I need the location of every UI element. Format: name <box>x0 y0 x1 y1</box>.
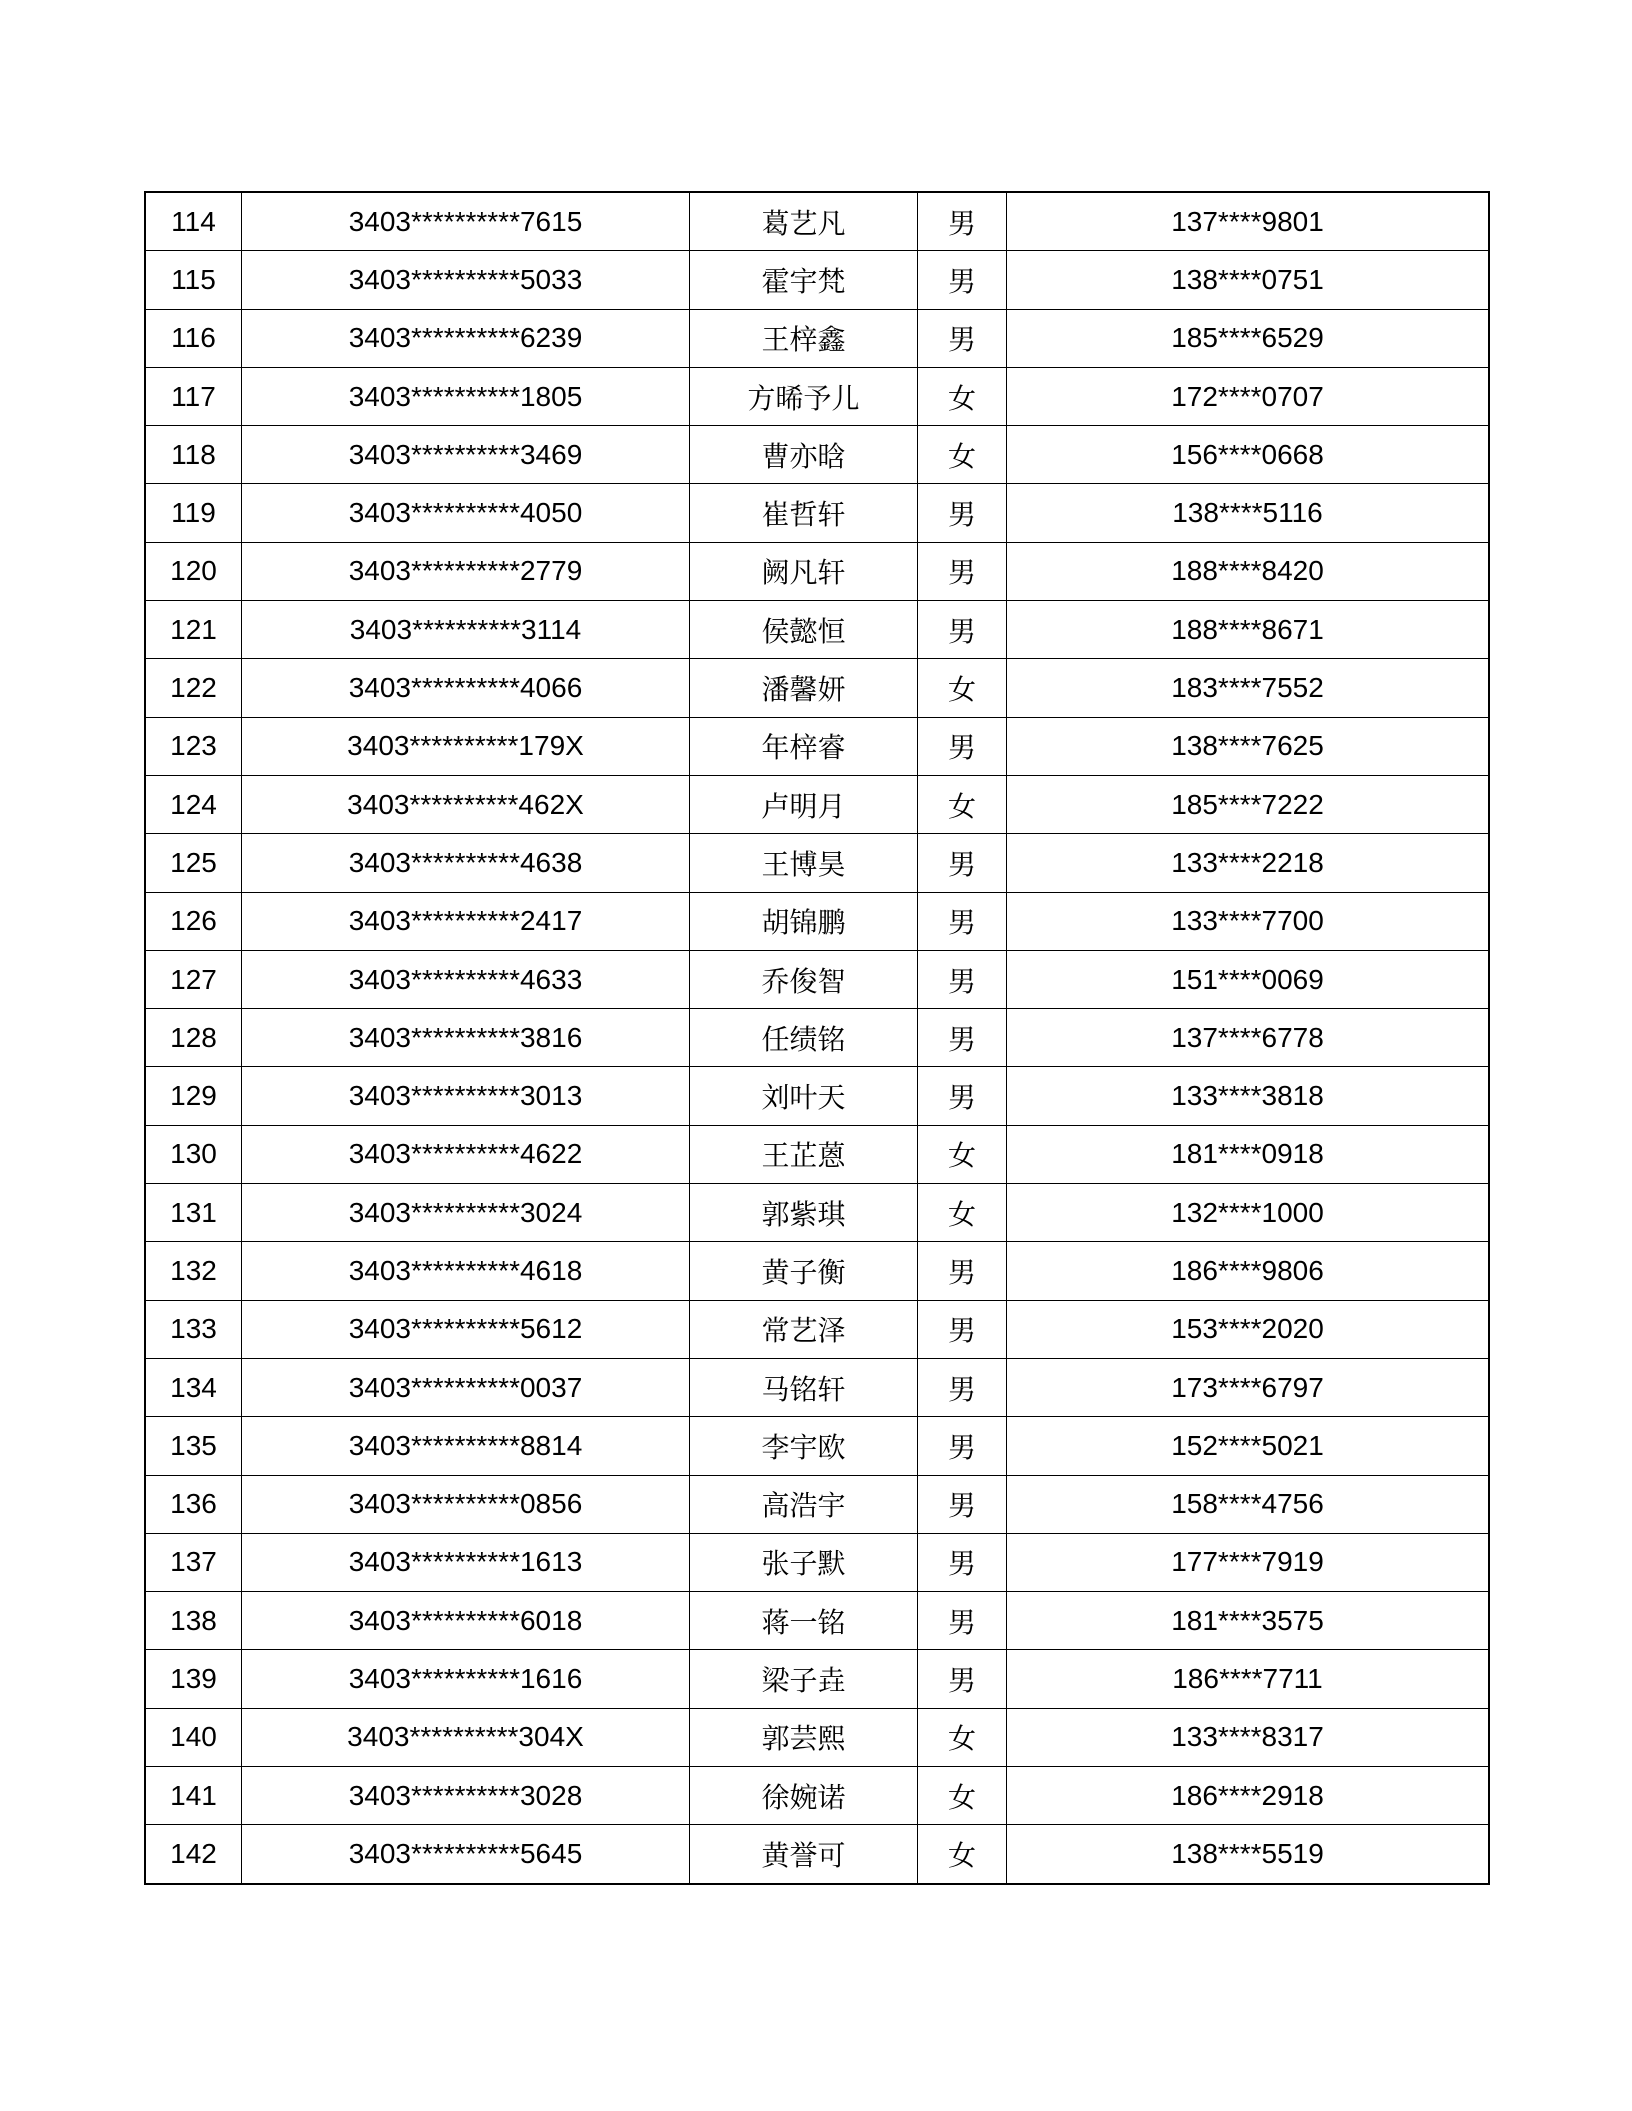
gender: 男 <box>918 601 1007 659</box>
id-number: 3403**********1613 <box>242 1533 690 1591</box>
gender: 男 <box>918 484 1007 542</box>
gender: 男 <box>918 892 1007 950</box>
person-name: 方晞予儿 <box>690 367 918 425</box>
row-number: 116 <box>145 309 242 367</box>
gender: 女 <box>918 1708 1007 1766</box>
phone-number: 133****3818 <box>1007 1067 1490 1125</box>
phone-number: 137****9801 <box>1007 192 1490 251</box>
id-number: 3403**********179X <box>242 717 690 775</box>
id-number: 3403**********4618 <box>242 1242 690 1300</box>
row-number: 136 <box>145 1475 242 1533</box>
row-number: 115 <box>145 251 242 309</box>
row-number: 132 <box>145 1242 242 1300</box>
gender: 男 <box>918 717 1007 775</box>
gender: 男 <box>918 1067 1007 1125</box>
table-row <box>145 1767 1489 1825</box>
phone-number: 158****4756 <box>1007 1475 1490 1533</box>
person-name: 李宇欧 <box>690 1417 918 1475</box>
table-row <box>145 601 1489 659</box>
gender: 男 <box>918 309 1007 367</box>
id-number: 3403**********1805 <box>242 367 690 425</box>
row-number: 124 <box>145 775 242 833</box>
id-number: 3403**********3469 <box>242 426 690 484</box>
table-row <box>145 1358 1489 1416</box>
person-name: 黄子衡 <box>690 1242 918 1300</box>
person-name: 蒋一铭 <box>690 1592 918 1650</box>
row-number: 138 <box>145 1592 242 1650</box>
gender: 男 <box>918 1417 1007 1475</box>
row-number: 117 <box>145 367 242 425</box>
person-name: 徐婉诺 <box>690 1767 918 1825</box>
id-number: 3403**********5033 <box>242 251 690 309</box>
table-row <box>145 484 1489 542</box>
phone-number: 181****0918 <box>1007 1125 1490 1183</box>
person-name: 王博昊 <box>690 834 918 892</box>
row-number: 139 <box>145 1650 242 1708</box>
table-row <box>145 717 1489 775</box>
table-row <box>145 1184 1489 1242</box>
table-row <box>145 1242 1489 1300</box>
person-name: 霍宇梵 <box>690 251 918 309</box>
phone-number: 185****6529 <box>1007 309 1490 367</box>
person-name: 梁子垚 <box>690 1650 918 1708</box>
gender: 男 <box>918 834 1007 892</box>
id-number: 3403**********8814 <box>242 1417 690 1475</box>
table-row <box>145 775 1489 833</box>
gender: 女 <box>918 1767 1007 1825</box>
table-row <box>145 542 1489 600</box>
id-number: 3403**********4633 <box>242 950 690 1008</box>
gender: 男 <box>918 251 1007 309</box>
id-number: 3403**********2779 <box>242 542 690 600</box>
person-name: 马铭轩 <box>690 1358 918 1416</box>
gender: 男 <box>918 1475 1007 1533</box>
gender: 女 <box>918 367 1007 425</box>
table-row <box>145 309 1489 367</box>
table-row <box>145 659 1489 717</box>
gender: 女 <box>918 1825 1007 1884</box>
gender: 男 <box>918 542 1007 600</box>
id-number: 3403**********4638 <box>242 834 690 892</box>
row-number: 134 <box>145 1358 242 1416</box>
roster-body <box>145 192 1489 1884</box>
row-number: 140 <box>145 1708 242 1766</box>
person-name: 曹亦晗 <box>690 426 918 484</box>
row-number: 125 <box>145 834 242 892</box>
gender: 男 <box>918 1009 1007 1067</box>
table-row <box>145 192 1489 251</box>
row-number: 118 <box>145 426 242 484</box>
phone-number: 133****2218 <box>1007 834 1490 892</box>
id-number: 3403**********4050 <box>242 484 690 542</box>
phone-number: 138****5116 <box>1007 484 1490 542</box>
phone-number: 186****9806 <box>1007 1242 1490 1300</box>
table-row <box>145 1475 1489 1533</box>
id-number: 3403**********6018 <box>242 1592 690 1650</box>
id-number: 3403**********7615 <box>242 192 690 251</box>
id-number: 3403**********304X <box>242 1708 690 1766</box>
phone-number: 152****5021 <box>1007 1417 1490 1475</box>
table-row <box>145 1825 1489 1884</box>
id-number: 3403**********4622 <box>242 1125 690 1183</box>
person-name: 年梓睿 <box>690 717 918 775</box>
row-number: 129 <box>145 1067 242 1125</box>
row-number: 114 <box>145 192 242 251</box>
id-number: 3403**********0037 <box>242 1358 690 1416</box>
person-name: 乔俊智 <box>690 950 918 1008</box>
phone-number: 188****8420 <box>1007 542 1490 600</box>
person-name: 阙凡轩 <box>690 542 918 600</box>
row-number: 142 <box>145 1825 242 1884</box>
table-row <box>145 1125 1489 1183</box>
phone-number: 137****6778 <box>1007 1009 1490 1067</box>
person-name: 王芷蒽 <box>690 1125 918 1183</box>
id-number: 3403**********6239 <box>242 309 690 367</box>
table-row <box>145 1592 1489 1650</box>
row-number: 131 <box>145 1184 242 1242</box>
gender: 女 <box>918 1125 1007 1183</box>
id-number: 3403**********3816 <box>242 1009 690 1067</box>
person-name: 葛艺凡 <box>690 192 918 251</box>
row-number: 121 <box>145 601 242 659</box>
row-number: 130 <box>145 1125 242 1183</box>
row-number: 128 <box>145 1009 242 1067</box>
row-number: 119 <box>145 484 242 542</box>
phone-number: 181****3575 <box>1007 1592 1490 1650</box>
person-name: 张子默 <box>690 1533 918 1591</box>
id-number: 3403**********5612 <box>242 1300 690 1358</box>
phone-number: 153****2020 <box>1007 1300 1490 1358</box>
table-row <box>145 367 1489 425</box>
phone-number: 186****2918 <box>1007 1767 1490 1825</box>
phone-number: 183****7552 <box>1007 659 1490 717</box>
gender: 女 <box>918 659 1007 717</box>
phone-number: 186****7711 <box>1007 1650 1490 1708</box>
id-number: 3403**********3114 <box>242 601 690 659</box>
id-number: 3403**********0856 <box>242 1475 690 1533</box>
person-name: 胡锦鹏 <box>690 892 918 950</box>
gender: 女 <box>918 426 1007 484</box>
phone-number: 151****0069 <box>1007 950 1490 1008</box>
person-name: 潘馨妍 <box>690 659 918 717</box>
person-name: 卢明月 <box>690 775 918 833</box>
table-row <box>145 1533 1489 1591</box>
row-number: 133 <box>145 1300 242 1358</box>
person-name: 常艺泽 <box>690 1300 918 1358</box>
gender: 女 <box>918 775 1007 833</box>
table-row <box>145 1300 1489 1358</box>
person-name: 郭芸熙 <box>690 1708 918 1766</box>
table-row <box>145 1708 1489 1766</box>
phone-number: 133****7700 <box>1007 892 1490 950</box>
gender: 男 <box>918 1300 1007 1358</box>
id-number: 3403**********462X <box>242 775 690 833</box>
person-name: 刘叶天 <box>690 1067 918 1125</box>
phone-number: 132****1000 <box>1007 1184 1490 1242</box>
phone-number: 138****7625 <box>1007 717 1490 775</box>
table-row <box>145 1650 1489 1708</box>
row-number: 122 <box>145 659 242 717</box>
person-name: 王梓鑫 <box>690 309 918 367</box>
gender: 男 <box>918 1650 1007 1708</box>
id-number: 3403**********2417 <box>242 892 690 950</box>
id-number: 3403**********3024 <box>242 1184 690 1242</box>
gender: 男 <box>918 1242 1007 1300</box>
person-name: 任绩铭 <box>690 1009 918 1067</box>
table-row <box>145 1067 1489 1125</box>
row-number: 120 <box>145 542 242 600</box>
table-row <box>145 892 1489 950</box>
person-name: 崔哲轩 <box>690 484 918 542</box>
row-number: 135 <box>145 1417 242 1475</box>
phone-number: 138****5519 <box>1007 1825 1490 1884</box>
person-name: 高浩宇 <box>690 1475 918 1533</box>
table-row <box>145 950 1489 1008</box>
phone-number: 156****0668 <box>1007 426 1490 484</box>
gender: 男 <box>918 192 1007 251</box>
table-row <box>145 251 1489 309</box>
person-name: 侯懿恒 <box>690 601 918 659</box>
gender: 女 <box>918 1184 1007 1242</box>
phone-number: 188****8671 <box>1007 601 1490 659</box>
id-number: 3403**********5645 <box>242 1825 690 1884</box>
row-number: 123 <box>145 717 242 775</box>
row-number: 141 <box>145 1767 242 1825</box>
phone-number: 172****0707 <box>1007 367 1490 425</box>
gender: 男 <box>918 1533 1007 1591</box>
table-row <box>145 834 1489 892</box>
phone-number: 133****8317 <box>1007 1708 1490 1766</box>
gender: 男 <box>918 1358 1007 1416</box>
table-row <box>145 1009 1489 1067</box>
id-number: 3403**********3028 <box>242 1767 690 1825</box>
phone-number: 177****7919 <box>1007 1533 1490 1591</box>
gender: 男 <box>918 950 1007 1008</box>
gender: 男 <box>918 1592 1007 1650</box>
person-name: 郭紫琪 <box>690 1184 918 1242</box>
phone-number: 138****0751 <box>1007 251 1490 309</box>
row-number: 126 <box>145 892 242 950</box>
id-number: 3403**********3013 <box>242 1067 690 1125</box>
person-name: 黄誉可 <box>690 1825 918 1884</box>
id-number: 3403**********1616 <box>242 1650 690 1708</box>
roster-table <box>144 191 1490 1885</box>
phone-number: 173****6797 <box>1007 1358 1490 1416</box>
row-number: 137 <box>145 1533 242 1591</box>
table-row <box>145 426 1489 484</box>
table-row <box>145 1417 1489 1475</box>
phone-number: 185****7222 <box>1007 775 1490 833</box>
row-number: 127 <box>145 950 242 1008</box>
id-number: 3403**********4066 <box>242 659 690 717</box>
